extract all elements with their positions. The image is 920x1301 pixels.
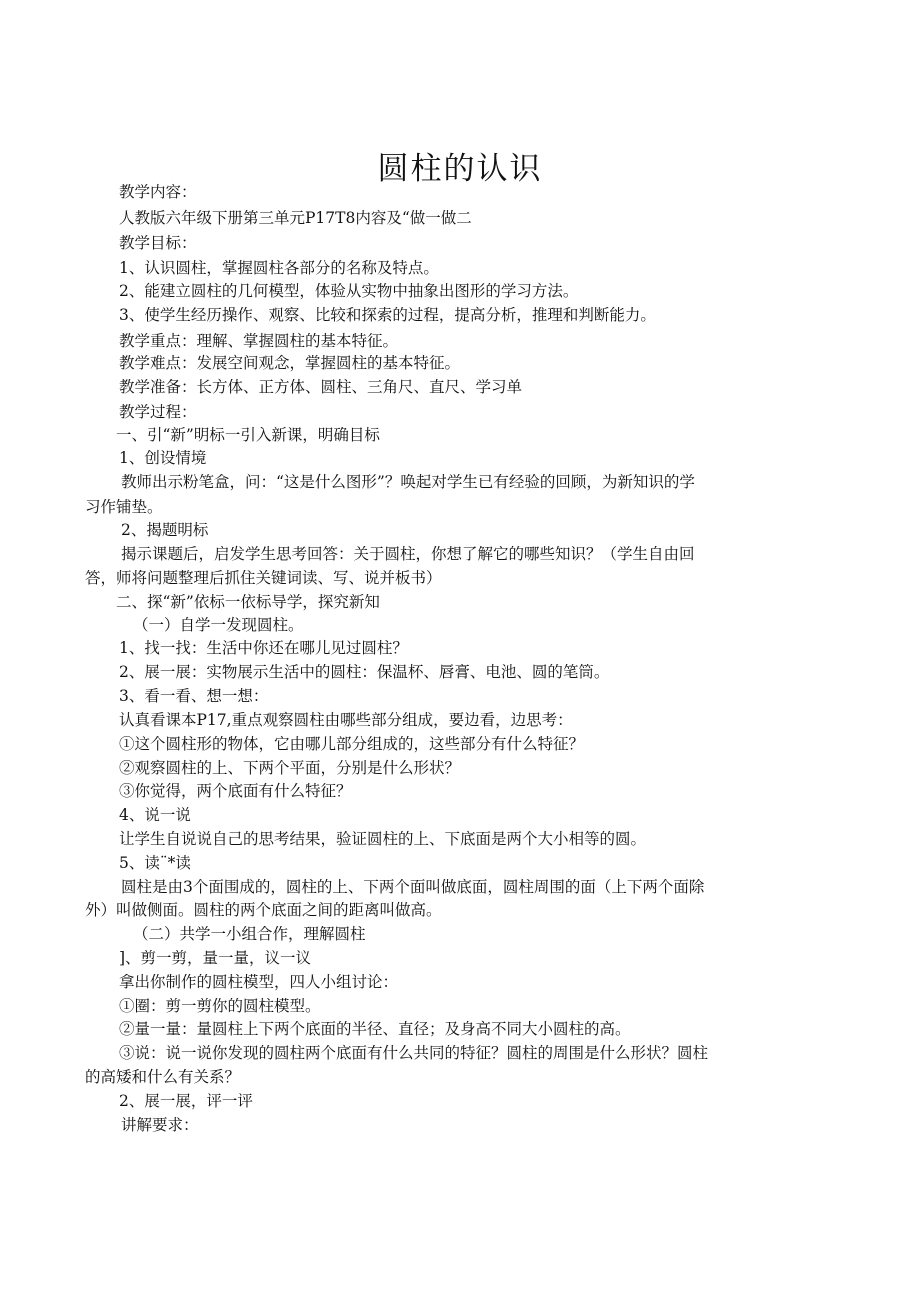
text-line: 拿出你制作的圆柱模型，四人小组讨论： — [119, 973, 399, 991]
text-line: 教学过程： — [119, 403, 197, 421]
text-line: 教学目标： — [119, 234, 197, 252]
text-line: 教学重点：理解、掌握圆柱的基本特征。 — [119, 332, 399, 350]
subsection-heading: （一）自学一发现圆柱。 — [133, 616, 304, 634]
text-line: 1、创设情境 — [119, 449, 207, 467]
text-line: 人教版六年级下册第三单元P17T8内容及“做一做二 — [119, 209, 472, 227]
text-line: ③说：说一说你发现的圆柱两个底面有什么共同的特征？圆柱的周围是什么形状？圆柱 — [119, 1044, 709, 1062]
text-line: 3、使学生经历操作、观察、比较和探索的过程，提高分析，推理和判断能力。 — [119, 306, 656, 324]
text-line: 教学内容： — [119, 183, 197, 201]
text-line: 教学难点：发展空间观念，掌握圆柱的基本特征。 — [119, 354, 461, 372]
text-line: 习作铺垫。 — [85, 498, 163, 516]
text-line: 5、读¨*读 — [119, 854, 191, 872]
text-line: 讲解要求： — [121, 1116, 199, 1134]
page-title: 圆柱的认识 — [377, 151, 543, 187]
text-line: ③你觉得，两个底面有什么特征？ — [119, 782, 352, 800]
text-line: 3、看一看、想一想： — [119, 687, 269, 705]
text-line: 2、能建立圆柱的几何模型，体验从实物中抽象出图形的学习方法。 — [119, 282, 579, 300]
text-line: 教学准备：长方体、正方体、圆柱、三角尺、直尺、学习单 — [119, 378, 523, 396]
section-heading: 二、探“新”依标一依标导学，探究新知 — [116, 593, 380, 611]
text-line: 2、展一展，评一评 — [119, 1092, 253, 1110]
text-line: 1、找一找：生活中你还在哪儿见过圆柱？ — [119, 639, 408, 657]
text-line: ]、剪一剪，量一量，议一议 — [119, 949, 312, 967]
text-line: 答，师将问题整理后抓住关键词读、写、说并板书） — [85, 569, 442, 587]
text-line: 圆柱是由3个面围成的，圆柱的上、下两个面叫做底面，圆柱周围的面（上下两个面除 — [121, 878, 705, 896]
text-line: 的高矮和什么有关系？ — [85, 1068, 241, 1086]
text-line: 认真看课本P17,重点观察圆柱由哪些部分组成，要边看，边思考： — [119, 711, 573, 729]
text-line: 4、说一说 — [119, 806, 191, 824]
text-line: 2、揭题明标 — [121, 521, 209, 539]
text-line: 揭示课题后，启发学生思考回答：关于圆柱，你想了解它的哪些知识？（学生自由回 — [121, 545, 695, 563]
text-line: ②量一量：量圆柱上下两个底面的半径、直径；及身高不同大小圆柱的高。 — [119, 1020, 631, 1038]
text-line: 教师出示粉笔盒，问：“这是什么图形”？唤起对学生已有经验的回顾，为新知识的学 — [121, 473, 695, 491]
text-line: 让学生自说说自己的思考结果，验证圆柱的上、下底面是两个大小相等的圆。 — [119, 830, 647, 848]
subsection-heading: （二）共学一小组合作，理解圆柱 — [133, 925, 366, 943]
text-line: ①这个圆柱形的物体，它由哪儿部分组成的，这些部分有什么特征？ — [119, 735, 585, 753]
text-line: 1、认识圆柱，掌握圆柱各部分的名称及特点。 — [119, 259, 439, 277]
text-line: ②观察圆柱的上、下两个平面，分别是什么形状？ — [119, 759, 461, 777]
text-line: 2、展一展：实物展示生活中的圆柱：保温杯、唇膏、电池、圆的笔筒。 — [119, 663, 610, 681]
section-heading: 一、引“新”明标一引入新课，明确目标 — [116, 426, 380, 444]
text-line: 外）叫做侧面。圆柱的两个底面之间的距离叫做高。 — [85, 901, 442, 919]
text-line: ①圈：剪一剪你的圆柱模型。 — [119, 997, 321, 1015]
